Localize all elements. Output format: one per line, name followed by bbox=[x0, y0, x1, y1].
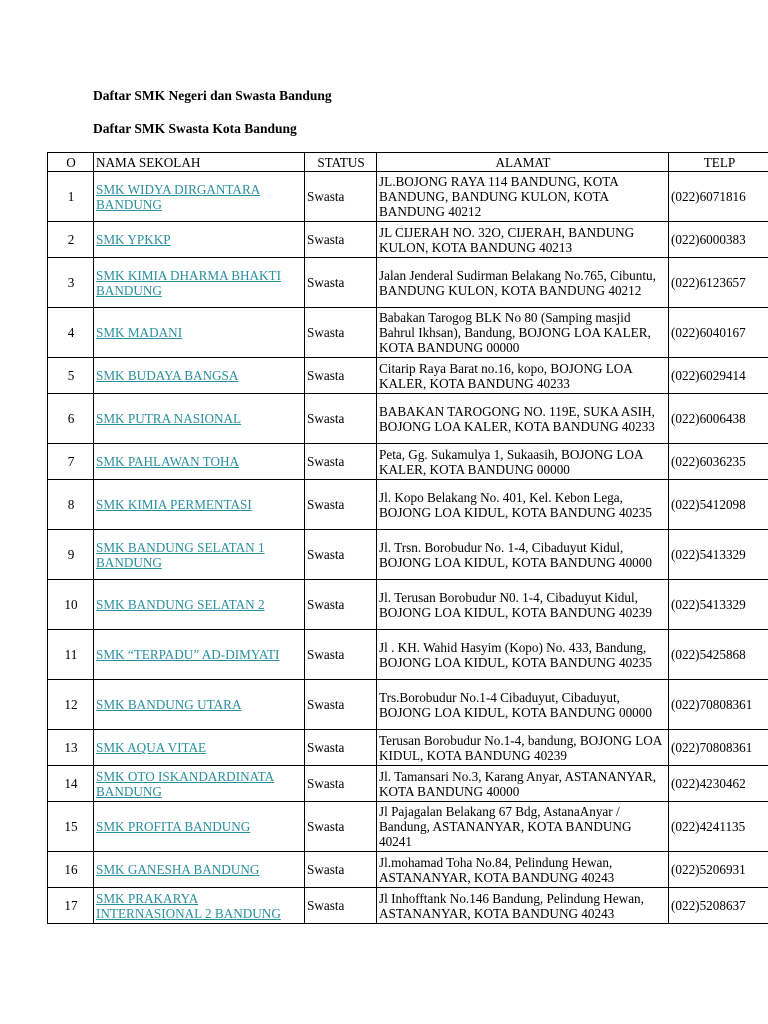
school-status: Swasta bbox=[305, 852, 377, 888]
school-address: BABAKAN TAROGONG NO. 119E, SUKA ASIH, BOJONG LOA KALER, KOTA BANDUNG 40233 bbox=[377, 394, 669, 444]
school-status: Swasta bbox=[305, 258, 377, 308]
row-number: 3 bbox=[48, 258, 94, 308]
school-status: Swasta bbox=[305, 480, 377, 530]
row-number: 17 bbox=[48, 888, 94, 924]
school-name-link[interactable]: SMK BANDUNG SELATAN 2 bbox=[96, 597, 265, 612]
table-row bbox=[48, 358, 768, 394]
school-status: Swasta bbox=[305, 580, 377, 630]
school-name-cell bbox=[94, 394, 305, 444]
header-status: STATUS bbox=[305, 153, 377, 172]
table-row bbox=[48, 766, 768, 802]
school-name-link[interactable]: SMK BANDUNG SELATAN 1 BANDUNG bbox=[96, 539, 265, 570]
header-name: NAMA SEKOLAH bbox=[94, 153, 305, 172]
school-name-link[interactable]: SMK “TERPADU” AD-DIMYATI bbox=[96, 647, 280, 662]
school-name-cell bbox=[94, 222, 305, 258]
school-address: Terusan Borobudur No.1-4, bandung, BOJONG LOA KIDUL, KOTA BANDUNG 40239 bbox=[377, 730, 669, 766]
school-phone: (022)6029414 bbox=[669, 358, 768, 394]
header-alamat: ALAMAT bbox=[377, 153, 669, 172]
table-row bbox=[48, 580, 768, 630]
table-body bbox=[48, 172, 768, 924]
school-name-cell bbox=[94, 580, 305, 630]
school-status: Swasta bbox=[305, 630, 377, 680]
school-name-link[interactable]: SMK BUDAYA BANGSA bbox=[96, 368, 239, 383]
school-address: Trs.Borobudur No.1-4 Cibaduyut, Cibaduyut, BOJONG LOA KIDUL, KOTA BANDUNG 00000 bbox=[377, 680, 669, 730]
document-title: Daftar SMK Negeri dan Swasta Bandung bbox=[93, 88, 332, 103]
school-address: Babakan Tarogog BLK No 80 (Samping masjid Bahrul Ikhsan), Bandung, BOJONG LOA KALER, KOTA BANDUNG 00000 bbox=[377, 308, 669, 358]
school-name-link[interactable]: SMK KIMIA DHARMA BHAKTI BANDUNG bbox=[96, 267, 282, 298]
row-number: 8 bbox=[48, 480, 94, 530]
row-number: 5 bbox=[48, 358, 94, 394]
school-status: Swasta bbox=[305, 394, 377, 444]
school-address: Jl Pajagalan Belakang 67 Bdg, AstanaAnyar / Bandung, ASTANANYAR, KOTA BANDUNG 40241 bbox=[377, 802, 669, 852]
table-row bbox=[48, 258, 768, 308]
row-number: 2 bbox=[48, 222, 94, 258]
school-phone: (022)5413329 bbox=[669, 580, 768, 630]
school-status: Swasta bbox=[305, 222, 377, 258]
school-phone: (022)5206931 bbox=[669, 852, 768, 888]
school-name-cell bbox=[94, 308, 305, 358]
row-number: 11 bbox=[48, 630, 94, 680]
row-number: 7 bbox=[48, 444, 94, 480]
school-name-link[interactable]: SMK AQUA VITAE bbox=[96, 740, 207, 755]
school-phone: (022)6000383 bbox=[669, 222, 768, 258]
school-name-cell bbox=[94, 358, 305, 394]
school-address: Jl. Tamansari No.3, Karang Anyar, ASTANANYAR, KOTA BANDUNG 40000 bbox=[377, 766, 669, 802]
table-row bbox=[48, 308, 768, 358]
table-row bbox=[48, 730, 768, 766]
table-row bbox=[48, 444, 768, 480]
school-name-cell bbox=[94, 680, 305, 730]
school-phone: (022)70808361 bbox=[669, 680, 768, 730]
school-address: Jl . KH. Wahid Hasyim (Kopo) No. 433, Bandung, BOJONG LOA KIDUL, KOTA BANDUNG 40235 bbox=[377, 630, 669, 680]
school-name-cell bbox=[94, 630, 305, 680]
school-address: Peta, Gg. Sukamulya 1, Sukaasih, BOJONG LOA KALER, KOTA BANDUNG 00000 bbox=[377, 444, 669, 480]
school-address: Citarip Raya Barat no.16, kopo, BOJONG LOA KALER, KOTA BANDUNG 40233 bbox=[377, 358, 669, 394]
row-number: 14 bbox=[48, 766, 94, 802]
school-name-link[interactable]: SMK PROFITA BANDUNG bbox=[96, 819, 251, 834]
school-status: Swasta bbox=[305, 308, 377, 358]
school-name-link[interactable]: SMK OTO ISKANDARDINATA BANDUNG bbox=[96, 768, 275, 799]
school-name-cell bbox=[94, 852, 305, 888]
document-subtitle: Daftar SMK Swasta Kota Bandung bbox=[93, 121, 297, 136]
row-number: 13 bbox=[48, 730, 94, 766]
table-row bbox=[48, 222, 768, 258]
school-name-cell bbox=[94, 480, 305, 530]
table-row bbox=[48, 630, 768, 680]
table-row bbox=[48, 172, 768, 222]
school-phone: (022)5412098 bbox=[669, 480, 768, 530]
school-name-link[interactable]: SMK WIDYA DIRGANTARA BANDUNG bbox=[96, 181, 261, 212]
table-header-row bbox=[48, 153, 768, 172]
school-name-link[interactable]: SMK YPKKP bbox=[96, 232, 171, 247]
school-address: JL.BOJONG RAYA 114 BANDUNG, KOTA BANDUNG, BANDUNG KULON, KOTA BANDUNG 40212 bbox=[377, 172, 669, 222]
school-status: Swasta bbox=[305, 730, 377, 766]
school-name-link[interactable]: SMK KIMIA PERMENTASI bbox=[96, 497, 252, 512]
row-number: 4 bbox=[48, 308, 94, 358]
school-status: Swasta bbox=[305, 888, 377, 924]
row-number: 6 bbox=[48, 394, 94, 444]
table-row bbox=[48, 802, 768, 852]
school-phone: (022)6071816 bbox=[669, 172, 768, 222]
school-status: Swasta bbox=[305, 680, 377, 730]
school-name-cell bbox=[94, 444, 305, 480]
header-telp: TELP bbox=[669, 153, 768, 172]
school-address: Jl.mohamad Toha No.84, Pelindung Hewan, ASTANANYAR, KOTA BANDUNG 40243 bbox=[377, 852, 669, 888]
school-phone: (022)70808361 bbox=[669, 730, 768, 766]
row-number: 1 bbox=[48, 172, 94, 222]
table-row bbox=[48, 680, 768, 730]
school-phone: (022)6036235 bbox=[669, 444, 768, 480]
school-name-link[interactable]: SMK PUTRA NASIONAL bbox=[96, 411, 242, 426]
school-address: JL CIJERAH NO. 32O, CIJERAH, BANDUNG KULON, KOTA BANDUNG 40213 bbox=[377, 222, 669, 258]
header-no: O bbox=[48, 153, 94, 172]
school-address: Jl. Kopo Belakang No. 401, Kel. Kebon Lega, BOJONG LOA KIDUL, KOTA BANDUNG 40235 bbox=[377, 480, 669, 530]
row-number: 12 bbox=[48, 680, 94, 730]
school-name-cell bbox=[94, 530, 305, 580]
school-address: Jl Inhofftank No.146 Bandung, Pelindung Hewan, ASTANANYAR, KOTA BANDUNG 40243 bbox=[377, 888, 669, 924]
school-address: Jalan Jenderal Sudirman Belakang No.765, Cibuntu, BANDUNG KULON, KOTA BANDUNG 40212 bbox=[377, 258, 669, 308]
school-name-cell bbox=[94, 730, 305, 766]
school-status: Swasta bbox=[305, 802, 377, 852]
school-name-cell bbox=[94, 766, 305, 802]
table-row bbox=[48, 888, 768, 924]
school-name-cell bbox=[94, 258, 305, 308]
table-row bbox=[48, 852, 768, 888]
school-name-cell bbox=[94, 888, 305, 924]
school-status: Swasta bbox=[305, 172, 377, 222]
school-status: Swasta bbox=[305, 766, 377, 802]
school-address: Jl. Terusan Borobudur N0. 1-4, Cibaduyut Kidul, BOJONG LOA KIDUL, KOTA BANDUNG 40239 bbox=[377, 580, 669, 630]
school-address: Jl. Trsn. Borobudur No. 1-4, Cibaduyut Kidul, BOJONG LOA KIDUL, KOTA BANDUNG 40000 bbox=[377, 530, 669, 580]
school-name-cell bbox=[94, 802, 305, 852]
school-name-link[interactable]: SMK BANDUNG UTARA bbox=[96, 697, 242, 712]
school-phone: (022)4230462 bbox=[669, 766, 768, 802]
school-phone: (022)4241135 bbox=[669, 802, 768, 852]
school-phone: (022)5425868 bbox=[669, 630, 768, 680]
school-name-link[interactable]: SMK PRAKARYA INTERNASIONAL 2 BANDUNG bbox=[96, 890, 281, 921]
row-number: 9 bbox=[48, 530, 94, 580]
row-number: 16 bbox=[48, 852, 94, 888]
row-number: 15 bbox=[48, 802, 94, 852]
school-name-link[interactable]: SMK MADANI bbox=[96, 325, 183, 340]
school-table bbox=[47, 152, 768, 924]
school-status: Swasta bbox=[305, 530, 377, 580]
school-name-cell bbox=[94, 172, 305, 222]
table-row bbox=[48, 394, 768, 444]
school-name-link[interactable]: SMK GANESHA BANDUNG bbox=[96, 862, 260, 877]
school-phone: (022)6040167 bbox=[669, 308, 768, 358]
school-phone: (022)5413329 bbox=[669, 530, 768, 580]
table-row bbox=[48, 480, 768, 530]
school-phone: (022)6123657 bbox=[669, 258, 768, 308]
school-status: Swasta bbox=[305, 358, 377, 394]
school-phone: (022)6006438 bbox=[669, 394, 768, 444]
table-row bbox=[48, 530, 768, 580]
school-phone: (022)5208637 bbox=[669, 888, 768, 924]
row-number: 10 bbox=[48, 580, 94, 630]
school-status: Swasta bbox=[305, 444, 377, 480]
school-name-link[interactable]: SMK PAHLAWAN TOHA bbox=[96, 454, 240, 469]
